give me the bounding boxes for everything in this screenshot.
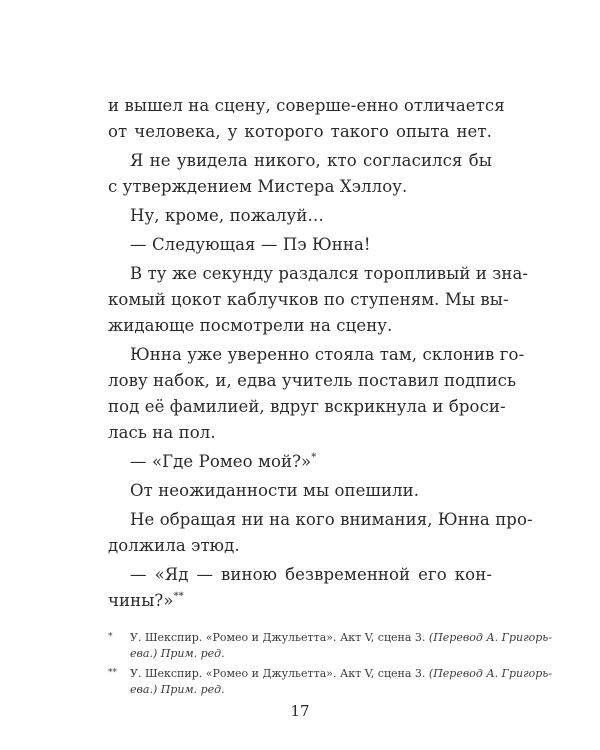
paragraph-first-line: Не обращая ни на кого внимания, Юнна про- (130, 510, 533, 529)
body-line: лову набок, и, едва учитель поставил подпись (108, 371, 517, 390)
footnote-mark: * (108, 632, 113, 642)
quote-text: — «Где Ромео мой?» (130, 452, 312, 471)
footnote-mark: ** (108, 668, 117, 678)
paragraph-first-line: В ту же секунду раздался торопливый и зна- (130, 264, 529, 283)
footnote-italic: (Перевод А. Григорь- (428, 667, 553, 680)
page-number: 17 (290, 702, 310, 720)
paragraph-first-line: От неожиданности мы опешили. (130, 481, 420, 500)
footnote-marker: ** (173, 591, 184, 602)
dialogue-line: — «Яд — виною безвременной его кон- (130, 565, 492, 584)
body-line: комый цокот каблучков по ступеням. Мы вы- (108, 290, 509, 309)
footnote (108, 665, 553, 682)
body-line: жидающе посмотрели на сцену. (108, 316, 393, 335)
paragraph-first-line: Юнна уже уверенно стояла там, склонив го- (130, 345, 525, 364)
footnote-italic: (Перевод А. Григорь- (428, 631, 553, 644)
paragraph-first-line: Я не увидела никого, кто согласился бы (130, 151, 492, 170)
footnote (108, 629, 553, 646)
footnote-marker: * (311, 452, 317, 463)
body-line: должила этюд. (108, 536, 240, 555)
paragraph-first-line: Ну, кроме, пожалуй… (130, 206, 325, 225)
body-line: под её фамилией, вдруг вскрикнула и броси- (108, 397, 506, 416)
dialogue-line: — Следующая — Пэ Юнна! (130, 235, 371, 254)
footnote-text: У. Шекспир. «Ромео и Джульетта». Акт V, сцена 3. (130, 631, 426, 644)
body-line: и вышел на сцену, соверше-енно отличается (108, 96, 505, 115)
footnote-continuation: ева.) Прим. ред. (130, 647, 225, 660)
body-line: с утверждением Мистера Хэллоу. (108, 177, 408, 196)
body-line: от человека, у которого такого опыта нет. (108, 122, 492, 141)
dialogue-line (108, 451, 492, 473)
footnote-text: У. Шекспир. «Ромео и Джульетта». Акт V, сцена 3. (130, 667, 426, 680)
footnote-continuation: ева.) Прим. ред. (130, 683, 225, 696)
body-line (108, 590, 492, 612)
quote-text: чины?» (108, 591, 174, 610)
body-line: лась на пол. (108, 423, 216, 442)
